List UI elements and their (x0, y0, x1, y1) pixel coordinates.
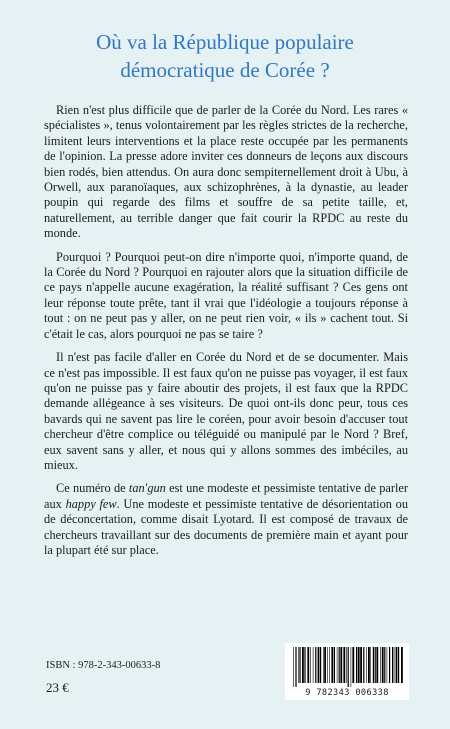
barcode-bar (307, 647, 309, 683)
book-title-line-1: Où va la République populaire (96, 30, 354, 54)
barcode-bar (398, 647, 399, 683)
barcode-bar (368, 647, 370, 683)
journal-name: tan'gun (128, 481, 166, 496)
barcode-bar (302, 647, 304, 683)
paragraph-4-part-2: est une modeste et pessimiste tentative de parler aux (44, 481, 409, 511)
barcode-bar (373, 647, 374, 683)
paragraph-4-part-1: Ce numéro de (56, 481, 129, 496)
barcode-bar (389, 647, 390, 683)
barcode-bar (351, 647, 352, 687)
barcode-bar (320, 647, 321, 683)
barcode-bar (401, 647, 403, 683)
barcode-bar (348, 647, 349, 687)
barcode-bar (310, 647, 311, 683)
barcode-bar (343, 647, 345, 683)
barcode-bar (329, 647, 330, 683)
barcode-bars (291, 647, 403, 687)
barcode-bar (340, 647, 342, 683)
barcode-bar (331, 647, 333, 683)
barcode-bar (360, 647, 362, 683)
barcode-bar (394, 647, 395, 683)
barcode-bar (352, 647, 354, 683)
paragraph-2: Pourquoi ? Pourquoi peut-on dire n'importe quoi, n'importe quand, de la Corée du Nord ? Pourquoi en rajouter alors que la situation difficile de ce pays n'appelle aucune exagération, la réalité suffisant ? Ces gens ont leur réponse toute prête, tant il vrai que l'idéologie a toujours réponse à tout : on ne peut pas y aller, on ne peut rien voir, « ils » cachent tout. Si c'était le cas, alors pourquoi ne pas se taire ? (44, 249, 408, 341)
paragraph-3: Il n'est pas facile d'aller en Corée du Nord et de se documenter. Mais ce n'est pas impossible. Il est faux qu'on ne puisse pas voyager, il est faux qu'on ne puisse pas y faire aboutir des projets, il est faux que la RPDC demande allégeance à ses visiteurs. De quoi ont-ils donc peur, tous ces bavards qui ne savent pas lire le coréen, pour avoir besoin d'accuser tout chercheur d'être complice ou téléguidé ou manipulé par le Nord ? Bref, eux savent sans y aller, et nous qui y allons sommes des imbéciles, au mieux. (44, 350, 408, 472)
book-title-line-2: démocratique de Corée ? (120, 58, 330, 82)
barcode-bar (337, 647, 338, 683)
barcode-bar (375, 647, 376, 683)
barcode-bar (323, 647, 324, 683)
barcode-bar (346, 647, 347, 683)
barcode-bar (339, 647, 340, 683)
paragraph-4-part-3: . Une modeste et pessimiste tentative de désorientation ou de déconcertation, comme disait Lyotard. Il est composé de travaux de chercheurs travaillant sur des documents de première main et ayant pour la plupart été sur place. (44, 496, 408, 557)
barcode-bar (384, 647, 385, 683)
barcode-bar (315, 647, 316, 683)
happy-few-phrase: happy few (65, 496, 117, 511)
isbn: ISBN : 978-2-343-00633-8 (46, 660, 161, 671)
barcode-bar (376, 647, 378, 683)
back-cover-text (44, 103, 408, 566)
barcode-bar (356, 647, 357, 683)
paragraph-4 (44, 481, 408, 558)
barcode-digits: 9 782343 006338 (305, 688, 389, 698)
barcode-bar (334, 647, 335, 683)
barcode-bar (300, 647, 301, 683)
book-title (0, 28, 450, 84)
barcode-bar (298, 647, 299, 683)
barcode-bar (324, 647, 326, 683)
barcode-bar (358, 647, 360, 683)
barcode-bar (392, 647, 393, 683)
barcode-bar (370, 647, 371, 683)
paragraph-1: Rien n'est plus difficile que de parler de la Corée du Nord. Les rares « spécialistes », tenus volontairement par les règles strictes de la recherche, limitent leurs interventions et la place reste occupée par les permanents de l'opinion. La presse adore inviter ces donneurs de leçons aux discours bien rodés, bien attendus. On aura donc sempiternellement droit à Ubu, à Orwell, aux paranoïaques, aux schizophrènes, à la dynastie, au leader poupin qui regarde des films et souffre de sa petite taille, et, naturellement, au terrible danger que fait courir la RPDC au reste du monde. (44, 103, 408, 241)
price: 23 € (46, 680, 69, 695)
barcode (285, 643, 409, 700)
barcode-bar (366, 647, 367, 683)
barcode-bar (387, 647, 388, 683)
barcode-bar (363, 647, 364, 683)
barcode-bar (380, 647, 381, 683)
barcode-bar (396, 647, 398, 683)
barcode-bar (295, 647, 296, 687)
barcode-bar (382, 647, 384, 683)
barcode-bar (327, 647, 328, 683)
barcode-bar (293, 647, 294, 687)
barcode-bar (313, 647, 314, 683)
barcode-bar (304, 647, 305, 683)
barcode-bar (318, 647, 320, 683)
